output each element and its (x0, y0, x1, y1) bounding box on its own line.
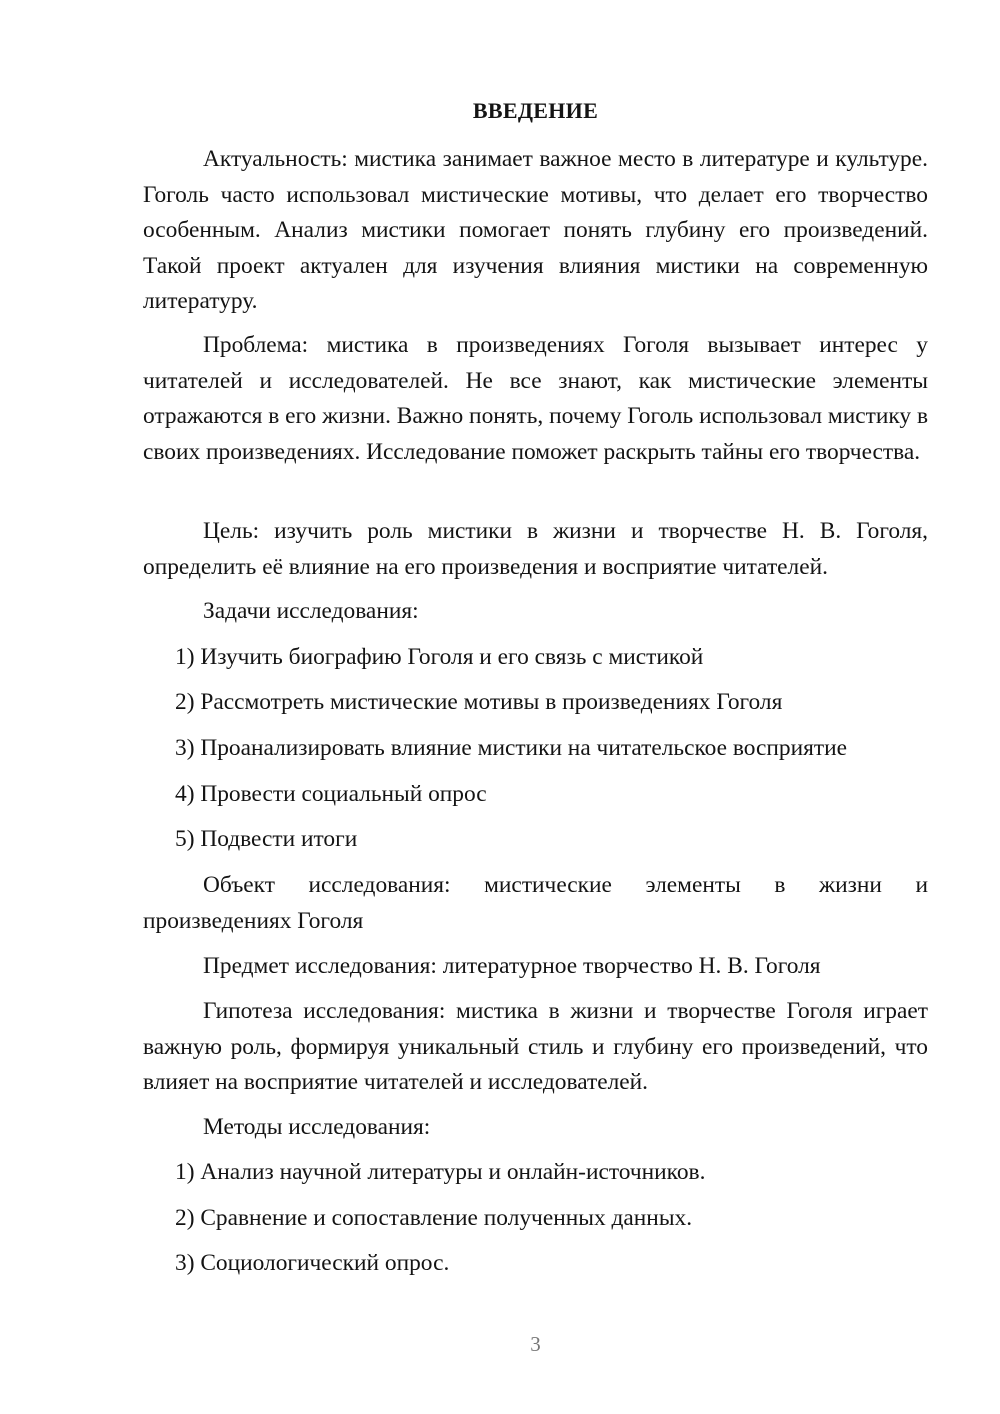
task-item-2-block (143, 685, 928, 721)
task-item-5-block (143, 822, 928, 858)
problem-paragraph: Проблема: мистика в произведениях Гоголя вызывает интерес у читателей и исследователей. Не все знают, как мистические элементы отражаются в его жизни. Важно понять, почему Гоголь использовал мистику в своих произведениях. Исследование поможет раскрыть тайны его творчества. (143, 332, 928, 465)
problem-paragraph-block (143, 328, 928, 470)
method-item: 3) Социологический опрос. (175, 1250, 450, 1276)
object-line-1: Объект исследования: мистические элементы в жизни и (203, 872, 928, 898)
method-item-1-block (143, 1155, 928, 1191)
task-item-1-block (143, 640, 928, 676)
method-item: 1) Анализ научной литературы и онлайн-источников. (175, 1159, 706, 1185)
task-item-3-block (143, 731, 928, 767)
hypothesis-paragraph-block (143, 994, 928, 1101)
methods-title: Методы исследования: (203, 1114, 431, 1140)
relevance-paragraph-block (143, 142, 928, 320)
goal-paragraph: Цель: изучить роль мистики в жизни и творчестве Н. В. Гоголя, определить её влияние на его произведения и восприятие читателей. (143, 518, 928, 580)
relevance-paragraph: Актуальность: мистика занимает важное место в литературе и культуре. Гоголь часто использовал мистические мотивы, что делает его творчество особенным. Анализ мистики помогает понять глубину его произведений. Такой проект актуален для изучения влияния мистики на современную литературу. (143, 146, 928, 314)
task-item: 5) Подвести итоги (175, 826, 358, 852)
object-line-2: произведениях Гоголя (143, 907, 364, 934)
task-item-4-block (143, 777, 928, 813)
page-number: 3 (530, 1332, 541, 1356)
subject-paragraph-block (143, 949, 928, 985)
task-item: 3) Проанализировать влияние мистики на читательское восприятие (175, 735, 847, 761)
tasks-title: Задачи исследования: (203, 598, 419, 624)
task-item: 4) Провести социальный опрос (175, 781, 487, 807)
page-title: ВВЕДЕНИЕ (472, 98, 599, 123)
subject-paragraph: Предмет исследования: литературное творчество Н. В. Гоголя (203, 953, 821, 979)
methods-title-block (143, 1110, 928, 1146)
tasks-title-block (143, 594, 928, 630)
goal-paragraph-block (143, 514, 928, 585)
hypothesis-paragraph: Гипотеза исследования: мистика в жизни и творчестве Гоголя играет важную роль, формируя уникальный стиль и глубину его произведений, что влияет на восприятие читателей и исследователей. (143, 998, 928, 1095)
method-item-3-block (143, 1246, 928, 1282)
task-item: 1) Изучить биографию Гоголя и его связь с мистикой (175, 644, 704, 670)
task-item: 2) Рассмотреть мистические мотивы в произведениях Гоголя (175, 689, 783, 715)
method-item-2-block (143, 1201, 928, 1237)
method-item: 2) Сравнение и сопоставление полученных данных. (175, 1205, 693, 1231)
object-paragraph-block (143, 868, 928, 939)
